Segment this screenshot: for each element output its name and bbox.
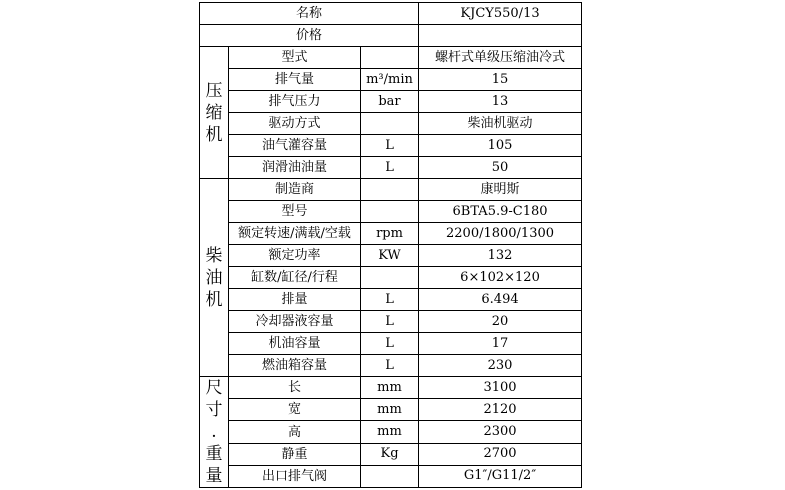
spec-row: [200, 333, 582, 355]
spec-name: 额定功率: [229, 245, 361, 267]
section-title-char: 缩: [205, 102, 223, 123]
spec-name: 驱动方式: [229, 113, 361, 135]
spec-value: 50: [419, 157, 582, 179]
spec-row: [200, 47, 582, 69]
spec-unit: m³/min: [361, 69, 419, 91]
spec-unit: [361, 267, 419, 289]
spec-table-body: [200, 3, 582, 488]
spec-value: 螺杆式单级压缩油冷式: [419, 47, 582, 69]
spec-unit: bar: [361, 91, 419, 113]
section-title-char: 重: [205, 444, 223, 464]
spec-value: 2120: [419, 399, 582, 421]
spec-value: 230: [419, 355, 582, 377]
spec-name: 额定转速/满载/空载: [229, 223, 361, 245]
spec-name: 燃油箱容量: [229, 355, 361, 377]
spec-unit: mm: [361, 377, 419, 399]
spec-value: 105: [419, 135, 582, 157]
spec-name: 排量: [229, 289, 361, 311]
spec-value: 6×102×120: [419, 267, 582, 289]
spec-name: 高: [229, 421, 361, 443]
spec-value: 13: [419, 91, 582, 113]
spec-table: [199, 2, 582, 488]
spec-row: [200, 377, 582, 399]
spec-unit: Kg: [361, 443, 419, 465]
spec-row: [200, 311, 582, 333]
spec-value: G1″/G11/2″: [419, 465, 582, 487]
spec-name: 机油容量: [229, 333, 361, 355]
spec-unit: mm: [361, 399, 419, 421]
spec-value: 2300: [419, 421, 582, 443]
name-label: 名称: [200, 3, 419, 25]
spec-row: [200, 289, 582, 311]
spec-row: [200, 399, 582, 421]
spec-row: [200, 421, 582, 443]
spec-unit: KW: [361, 245, 419, 267]
spec-name: 型式: [229, 47, 361, 69]
spec-name: 出口排气阀: [229, 465, 361, 487]
spec-row: [200, 267, 582, 289]
spec-unit: [361, 201, 419, 223]
spec-name: 宽: [229, 399, 361, 421]
spec-name: 长: [229, 377, 361, 399]
spec-value: 2700: [419, 443, 582, 465]
spec-row: [200, 113, 582, 135]
spec-unit: L: [361, 135, 419, 157]
spec-value: 康明斯: [419, 179, 582, 201]
spec-unit: [361, 47, 419, 69]
spec-row: [200, 223, 582, 245]
spec-unit: rpm: [361, 223, 419, 245]
section-title-char: 量: [205, 466, 223, 486]
price-label: 价格: [200, 25, 419, 47]
spec-row: [200, 179, 582, 201]
spec-row: [200, 69, 582, 91]
spec-unit: [361, 465, 419, 487]
spec-row: [200, 443, 582, 465]
spec-name: 缸数/缸径/行程: [229, 267, 361, 289]
spec-row: [200, 465, 582, 487]
section-title-char: .: [211, 422, 217, 442]
header-row: [200, 3, 582, 25]
spec-unit: [361, 179, 419, 201]
spec-unit: L: [361, 289, 419, 311]
spec-name: 静重: [229, 443, 361, 465]
spec-unit: L: [361, 311, 419, 333]
section-title-char: 压: [205, 80, 223, 101]
section-title-char: 油: [205, 267, 223, 288]
spec-row: [200, 91, 582, 113]
price-value: [419, 25, 582, 47]
spec-unit: L: [361, 333, 419, 355]
spec-row: [200, 157, 582, 179]
spec-unit: [361, 113, 419, 135]
spec-value: 15: [419, 69, 582, 91]
section-title-char: 机: [205, 124, 223, 145]
spec-value: 柴油机驱动: [419, 113, 582, 135]
spec-row: [200, 201, 582, 223]
section-title-char: 柴: [205, 245, 223, 266]
spec-unit: L: [361, 355, 419, 377]
spec-value: 17: [419, 333, 582, 355]
spec-row: [200, 245, 582, 267]
spec-row: [200, 355, 582, 377]
spec-value: 6.494: [419, 289, 582, 311]
section-title-char: 寸: [205, 400, 223, 420]
model-value: KJCY550/13: [419, 3, 582, 25]
spec-value: 6BTA5.9-C180: [419, 201, 582, 223]
spec-name: 排气量: [229, 69, 361, 91]
section-title-char: 尺: [205, 378, 223, 398]
spec-name: 润滑油油量: [229, 157, 361, 179]
spec-name: 型号: [229, 201, 361, 223]
spec-name: 冷却器液容量: [229, 311, 361, 333]
spec-value: 3100: [419, 377, 582, 399]
section-title-char: 机: [205, 289, 223, 310]
spec-value: 2200/1800/1300: [419, 223, 582, 245]
price-row: [200, 25, 582, 47]
spec-value: 132: [419, 245, 582, 267]
spec-unit: mm: [361, 421, 419, 443]
spec-row: [200, 135, 582, 157]
spec-unit: L: [361, 157, 419, 179]
spec-name: 排气压力: [229, 91, 361, 113]
engine-section-title: [200, 179, 229, 377]
spec-name: 油气灌容量: [229, 135, 361, 157]
dimensions-section-title: [200, 377, 229, 488]
spec-name: 制造商: [229, 179, 361, 201]
compressor-section-title: [200, 47, 229, 179]
spec-value: 20: [419, 311, 582, 333]
